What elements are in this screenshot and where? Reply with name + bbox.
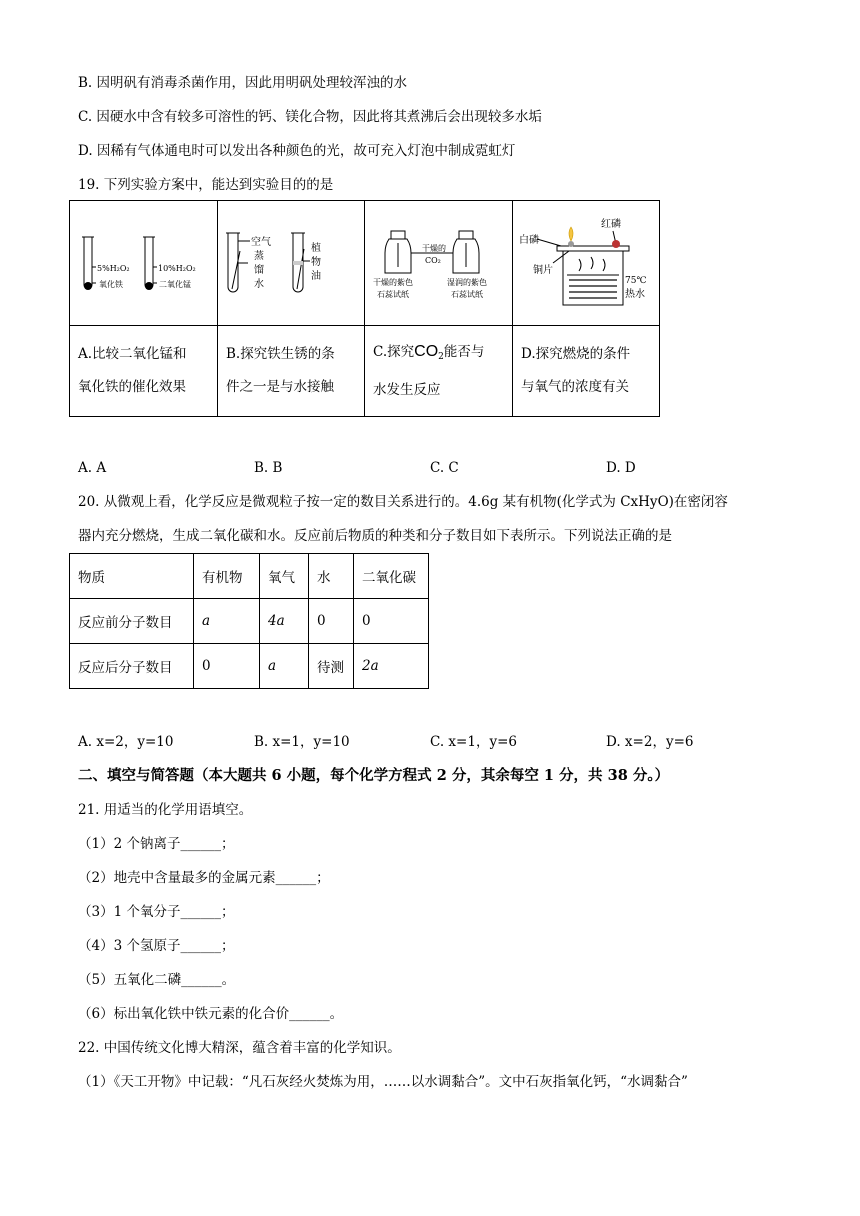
header-substance: 物质	[70, 554, 194, 599]
option-b-text: B. 因明矾有消毒杀菌作用，因此用明矾处理较浑浊的水	[78, 75, 408, 91]
option-c-text: C. 因硬水中含有较多可溶性的钙、镁化合物，因此将其煮沸后会出现较多水垢	[78, 109, 542, 125]
label-you: 油	[311, 271, 321, 282]
label-red-p: 红磷	[601, 219, 621, 230]
header-water: 水	[309, 554, 354, 599]
label-co2: CO₂	[425, 256, 441, 265]
q20-option-d: D. x=2，y=6	[606, 734, 694, 750]
experiment-table	[69, 200, 660, 417]
question-20-line2: 器内充分燃烧，生成二氧化碳和水。反应前后物质的种类和分子数目如下表所示。下列说法正确的是	[78, 528, 672, 544]
figure-d	[513, 201, 660, 326]
cell-c-text: C.探究$CO_2$能否与 水发生反应	[365, 326, 513, 417]
header-co2: 二氧化碳	[354, 554, 429, 599]
label-wu: 物	[311, 257, 321, 268]
q20-option-c: C. x=1，y=6	[430, 734, 517, 750]
label-iron-oxide: 氧化铁	[99, 280, 123, 289]
label-dry-purple: 干燥的紫色	[373, 278, 413, 287]
label-hot-water: 热水	[625, 289, 645, 300]
q21-item-5: （5）五氧化二磷______。	[78, 972, 236, 988]
row-after-label: 反应后分子数目	[70, 644, 194, 689]
cell-d-text: D.探究燃烧的条件 与氧气的浓度有关	[513, 326, 660, 417]
q19-option-a: A. A	[78, 460, 107, 476]
section-2-heading: 二、填空与简答题（本大题共 6 小题，每个化学方程式 2 分，其余每空 1 分，共 38 分。）	[78, 767, 670, 784]
question-21-stem: 21. 用适当的化学用语填空。	[78, 802, 253, 818]
label-liu: 馏	[254, 265, 264, 276]
q20-option-a: A. x=2，y=10	[78, 734, 174, 750]
q21-item-2: （2）地壳中含量最多的金属元素______；	[78, 870, 330, 886]
label-shui: 水	[254, 279, 264, 290]
molecule-table: 物质 有机物 氧气 水 二氧化碳 反应前分子数目 a 4a 0 0 反应后分子数目 0 a 待测 2a	[69, 553, 429, 689]
q21-item-1: （1）2 个钠离子______；	[78, 836, 235, 852]
question-19-stem: 19. 下列实验方案中，能达到实验目的的是	[78, 177, 334, 193]
q22-item-1: （1）《天工开物》中记载：“凡石灰经火焚炼为用，……以水调黏合”。文中石灰指氧化钙，“水调黏合”	[78, 1074, 688, 1090]
label-dry: 干燥的	[422, 244, 446, 253]
cell-b-text: B.探究铁生锈的条 件之一是与水接触	[218, 326, 365, 417]
header-organic: 有机物	[194, 554, 260, 599]
label-mno2: 二氧化锰	[159, 280, 191, 289]
label-75c: 75℃	[625, 276, 647, 286]
figure-b	[218, 201, 365, 326]
question-20-line1: 20. 从微观上看，化学反应是微观粒子按一定的数目关系进行的。4.6g 某有机物(化学式为 CxHyO)在密闭容	[78, 494, 728, 510]
label-copper: 铜片	[533, 265, 553, 276]
figure-c	[365, 201, 513, 326]
label-zheng: 蒸	[254, 251, 264, 262]
q21-item-3: （3）1 个氧分子______；	[78, 904, 235, 920]
header-oxygen: 氧气	[260, 554, 309, 599]
label-5h2o2: 5%H₂O₂	[97, 264, 130, 273]
row-before-label: 反应前分子数目	[70, 599, 194, 644]
label-white-p: 白磷	[519, 235, 539, 246]
cell-a-text: A.比较二氧化锰和 氧化铁的催化效果	[70, 326, 218, 417]
label-zhi: 植	[311, 243, 321, 254]
q21-item-6: （6）标出氧化铁中铁元素的化合价______。	[78, 1006, 344, 1022]
q19-option-d: D. D	[606, 460, 636, 476]
label-10h2o2: 10%H₂O₂	[158, 264, 196, 273]
option-d-text: D. 因稀有气体通电时可以发出各种颜色的光，故可充入灯泡中制成霓虹灯	[78, 143, 516, 159]
figure-a	[70, 201, 218, 326]
label-litmus-1: 石蕊试纸	[377, 290, 409, 299]
q20-option-b: B. x=1，y=10	[254, 734, 350, 750]
label-wet-purple: 湿润的紫色	[447, 278, 487, 287]
label-litmus-2: 石蕊试纸	[451, 290, 483, 299]
q19-option-b: B. B	[254, 460, 283, 476]
q19-option-c: C. C	[430, 460, 459, 476]
question-22-stem: 22. 中国传统文化博大精深，蕴含着丰富的化学知识。	[78, 1040, 401, 1056]
q21-item-4: （4）3 个氢原子______；	[78, 938, 235, 954]
label-air: 空气	[251, 237, 271, 248]
